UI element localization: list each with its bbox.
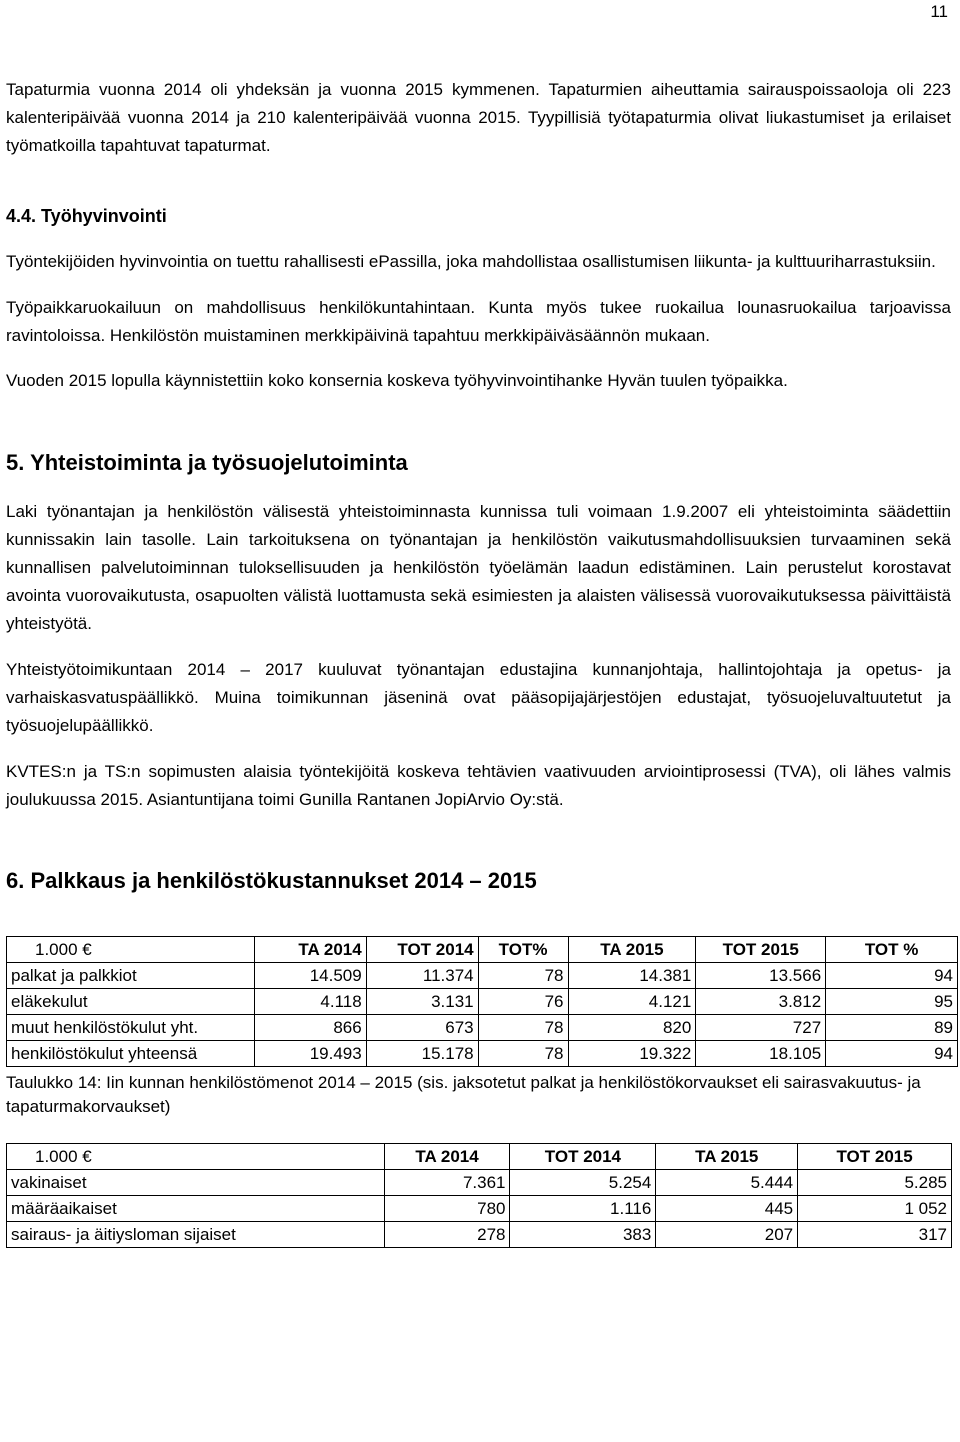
table-caption: Taulukko 14: Iin kunnan henkilöstömenot 2014 – 2015 (sis. jaksotetut palkat ja henkilöstökorvaukset eli sairasvakuutus- ja tapaturmakorvaukset) — [6, 1073, 921, 1116]
table-cell: 7.361 — [384, 1170, 510, 1196]
table-cell: 1 052 — [798, 1196, 952, 1222]
table-cell: 14.381 — [568, 963, 696, 989]
document-body — [6, 76, 951, 1248]
table-cell: 19.493 — [254, 1041, 366, 1067]
table-cell: 5.444 — [656, 1170, 798, 1196]
table-cell: 820 — [568, 1015, 696, 1041]
table-cell: 18.105 — [696, 1041, 826, 1067]
section-5-paragraph-3: KVTES:n ja TS:n sopimusten alaisia työntekijöitä koskeva tehtävien vaativuuden arviointiprosessi (TVA), oli lähes valmis joulukuussa 2015. Asiantuntijana toimi Gunilla Rantanen JopiArvio Oy:stä. — [6, 762, 951, 809]
section-6-heading: 6. Palkkaus ja henkilöstökustannukset 2014 – 2015 — [6, 868, 537, 893]
personnel-costs-table — [6, 936, 958, 1067]
table-cell: 15.178 — [366, 1041, 478, 1067]
table-row — [7, 963, 958, 989]
table-cell: 19.322 — [568, 1041, 696, 1067]
table-header-row — [7, 1144, 952, 1170]
page-number: 11 — [930, 2, 948, 21]
table-row — [7, 1170, 952, 1196]
table-cell: 278 — [384, 1222, 510, 1248]
table-header-cell: TOT % — [826, 937, 958, 963]
table-cell: 4.121 — [568, 989, 696, 1015]
table-cell: 673 — [366, 1015, 478, 1041]
table-cell: vakinaiset — [7, 1170, 385, 1196]
table-header-cell: TA 2015 — [568, 937, 696, 963]
table-cell: 1.116 — [510, 1196, 656, 1222]
table-cell: 5.254 — [510, 1170, 656, 1196]
table-cell: sairaus- ja äitiysloman sijaiset — [7, 1222, 385, 1248]
employment-type-table — [6, 1143, 952, 1248]
table-cell: 3.812 — [696, 989, 826, 1015]
section-4-4-paragraph-3: Vuoden 2015 lopulla käynnistettiin koko konsernia koskeva työhyvinvointihanke Hyvän tuulen työpaikka. — [6, 371, 788, 390]
table-cell: palkat ja palkkiot — [7, 963, 255, 989]
table-header-cell: TOT 2014 — [366, 937, 478, 963]
table-row — [7, 989, 958, 1015]
intro-paragraph: Tapaturmia vuonna 2014 oli yhdeksän ja vuonna 2015 kymmenen. Tapaturmien aiheuttamia sairauspoissaoloja oli 223 kalenteripäivää vuonna 2014 ja 210 kalenteripäivää vuonna 2015. Tyypillisiä työtapaturmia olivat liukastumiset ja erilaiset työmatkoilla tapahtuvat tapaturmat. — [6, 80, 951, 155]
table-cell: henkilöstökulut yhteensä — [7, 1041, 255, 1067]
table-header-cell: TOT 2015 — [798, 1144, 952, 1170]
table-cell: 11.374 — [366, 963, 478, 989]
table-cell: 94 — [826, 963, 958, 989]
table-cell: 95 — [826, 989, 958, 1015]
section-5-paragraph-2: Yhteistyötoimikuntaan 2014 – 2017 kuuluvat työnantajan edustajina kunnanjohtaja, hallintojohtaja ja opetus- ja varhaiskasvatuspäällikkö. Muina toimikunnan jäseninä ovat pääsopijajärjestöjen edustajat, työsuojeluvaltuutetut ja työsuojelupäällikkö. — [6, 660, 951, 735]
table-header-cell: TA 2015 — [656, 1144, 798, 1170]
section-4-4-paragraph-2: Työpaikkaruokailuun on mahdollisuus henkilökuntahintaan. Kunta myös tukee ruokailua lounasruokailua tarjoavissa ravintoloissa. Henkilöstön muistaminen merkkipäivinä tapahtuu merkkipäiväsäännön mukaan. — [6, 298, 951, 345]
table-cell: 78 — [478, 963, 568, 989]
table-header-cell: TA 2014 — [384, 1144, 510, 1170]
table-cell: 78 — [478, 1041, 568, 1067]
table-header-cell: 1.000 € — [7, 1144, 385, 1170]
table-cell: 3.131 — [366, 989, 478, 1015]
section-5-heading: 5. Yhteistoiminta ja työsuojelutoiminta — [6, 450, 408, 475]
table-cell: 4.118 — [254, 989, 366, 1015]
table-cell: 317 — [798, 1222, 952, 1248]
table-cell: 78 — [478, 1015, 568, 1041]
table-cell: 89 — [826, 1015, 958, 1041]
table-header-cell: 1.000 € — [7, 937, 255, 963]
table-header-row — [7, 937, 958, 963]
section-4-4-paragraph-1: Työntekijöiden hyvinvointia on tuettu rahallisesti ePassilla, joka mahdollistaa osallistumisen liikunta- ja kulttuuriharrastuksiin. — [6, 252, 936, 271]
table-cell: 383 — [510, 1222, 656, 1248]
table-cell: eläkekulut — [7, 989, 255, 1015]
table-cell: 14.509 — [254, 963, 366, 989]
table-cell: 780 — [384, 1196, 510, 1222]
table-header-cell: TOT 2015 — [696, 937, 826, 963]
table-cell: 445 — [656, 1196, 798, 1222]
table-header-cell: TA 2014 — [254, 937, 366, 963]
table-row — [7, 1196, 952, 1222]
table-cell: määräaikaiset — [7, 1196, 385, 1222]
table-cell: 5.285 — [798, 1170, 952, 1196]
table-cell: 207 — [656, 1222, 798, 1248]
table-cell: 94 — [826, 1041, 958, 1067]
table-header-cell: TOT% — [478, 937, 568, 963]
table-cell: muut henkilöstökulut yht. — [7, 1015, 255, 1041]
table-cell: 13.566 — [696, 963, 826, 989]
table-header-cell: TOT 2014 — [510, 1144, 656, 1170]
table-cell: 727 — [696, 1015, 826, 1041]
table-cell: 866 — [254, 1015, 366, 1041]
table-row — [7, 1041, 958, 1067]
table-cell: 76 — [478, 989, 568, 1015]
table-row — [7, 1015, 958, 1041]
section-4-4-heading: 4.4. Työhyvinvointi — [6, 206, 167, 226]
section-5-paragraph-1: Laki työnantajan ja henkilöstön välisestä yhteistoiminnasta kunnissa tuli voimaan 1.9.2007 eli yhteistoiminta säädettiin kunnissakin lain tasolle. Lain tarkoituksena on työnantajan ja henkilöstön vaikutusmahdollisuuksien turvaaminen sekä kunnallisen palvelutoiminnan tuloksellisuuden ja henkilöstön työelämän laadun edistäminen. Lain perustelut korostavat avointa vuorovaikutusta, osapuolten välistä luottamusta sekä esimiesten ja alaisten välisessä vuorovaikutuksessa päivittäistä yhteistyötä. — [6, 502, 951, 633]
table-row — [7, 1222, 952, 1248]
